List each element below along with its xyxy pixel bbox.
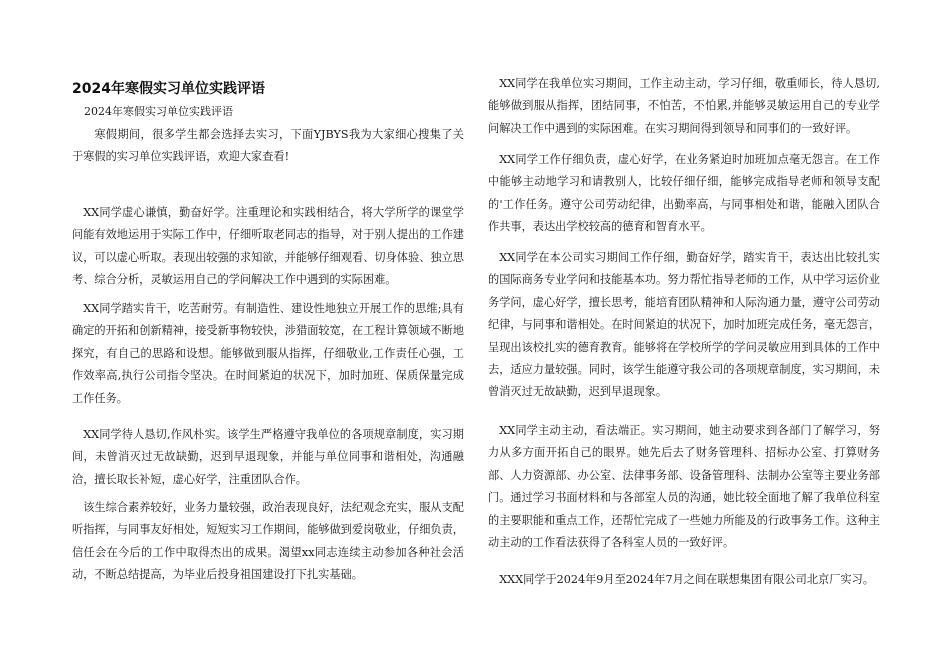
intro-paragraph: 寒假期间，很多学生都会选择去实习，下面YJBYS我为大家细心搜集了关于寒假的实习单位实践评语，欢迎大家查看!: [72, 128, 464, 164]
body-paragraph: XX同学在我单位实习期间，工作主动主动，学习仔细，敬重师长，待人恳切,能够做到服从指挥，团结同事，不怕苦，不怕累,并能够灵敏运用自己的专业学问解决工作中遇到的实际困难。在实习期间得到领导和同事们的一致好评。: [488, 77, 880, 135]
body-paragraph: XX同学待人恳切,作风朴实。该学生严格遵守我单位的各项规章制度，实习期间，未曾消灭过无故缺勤，迟到早退现象，并能与单位同事和谐相处，沟通融洽，擅长取长补短，虚心好学，注重团队合作。: [72, 428, 464, 486]
body-paragraph: XX同学踏实肯干，吃苦耐劳。有制造性、建设性地独立开展工作的思维;具有确定的开拓和创新精神，接受新事物较快，涉猎面较宽，在工程计算领域不断地探究，有自己的思路和设想。能够做到服从指挥，仔细敬业,工作责任心强，工作效率高,执行公司指令坚决。在时间紧迫的状况下，加时加班、保质保量完成工作任务。: [72, 302, 464, 405]
body-paragraph: XX同学在本公司实习期间工作仔细，勤奋好学，踏实肯干，表达出比较扎实的国际商务专业学问和技能基本功。努力帮忙指导老师的工作，从中学习运价业务学问，虚心好学，擅长思考，能培育团队精神和人际沟通力量，遵守公司劳动纪律，与同事和谐相处。在时间紧迫的状况下，加时加班完成任务，毫无怨言，呈现出该校扎实的德育教育。能够将在学校所学的学问灵敏应用到具体的工作中去，适应力量较强。同时，该学生能遵守我公司的各项规章制度，实习期间，未曾消灭过无故缺勤，迟到早退现象。: [488, 251, 880, 399]
document-title: 2024年寒假实习单位实践评语: [72, 81, 265, 97]
body-paragraph: XX同学主动主动，看法端正。实习期间，她主动要求到各部门了解学习，努力从多方面开拓自己的眼界。她先后去了财务管理科、招标办公室、打算财务部、人力资源部、办公室、法律事务部、设备管理科、法制办公室等主要业务部门。通过学习书面材料和与各部室人员的沟通，她比较全面地了解了我单位科室的主要职能和重点工作，还帮忙完成了一些她力所能及的行政事务工作。这种主动主动的工作看法获得了各科室人员的一致好评。: [488, 424, 880, 550]
body-paragraph: XXX同学于2024年9月至2024年7月之间在联想集团有限公司北京厂实习。: [499, 573, 874, 586]
body-paragraph: 该生综合素养较好，业务力量较强，政治表现良好，法纪观念充实，服从支配听指挥，与同事友好相处，短短实习工作期间，能够做到爱岗敬业，仔细负责，信任会在今后的工作中取得杰出的成果。渴望xx同志连续主动参加各种社会活动，不断总结提高，为毕业后投身祖国建设打下扎实基础。: [72, 501, 464, 582]
document-subtitle: 2024年寒假实习单位实践评语: [84, 105, 233, 118]
body-paragraph: XX同学虚心谦慎，勤奋好学。注重理论和实践相结合，将大学所学的课堂学问能有效地运用于实际工作中，仔细听取老同志的指导，对于别人提出的工作建议，可以虚心听取。表现出较强的求知欲，并能够仔细观看、切身体验、独立思考、综合分析，灵敏运用自己的学问解决工作中遇到的实际困难。: [72, 206, 464, 287]
body-paragraph: XX同学工作仔细负责，虚心好学，在业务紧迫时加班加点毫无怨言。在工作中能够主动地学习和请教别人，比较仔细仔细，能够完成指导老师和领导支配的'工作任务。遵守公司劳动纪律，出勤率高，与同事相处和谐，能融入团队合作共事，表达出学校较高的德育和智育水平。: [488, 153, 880, 234]
